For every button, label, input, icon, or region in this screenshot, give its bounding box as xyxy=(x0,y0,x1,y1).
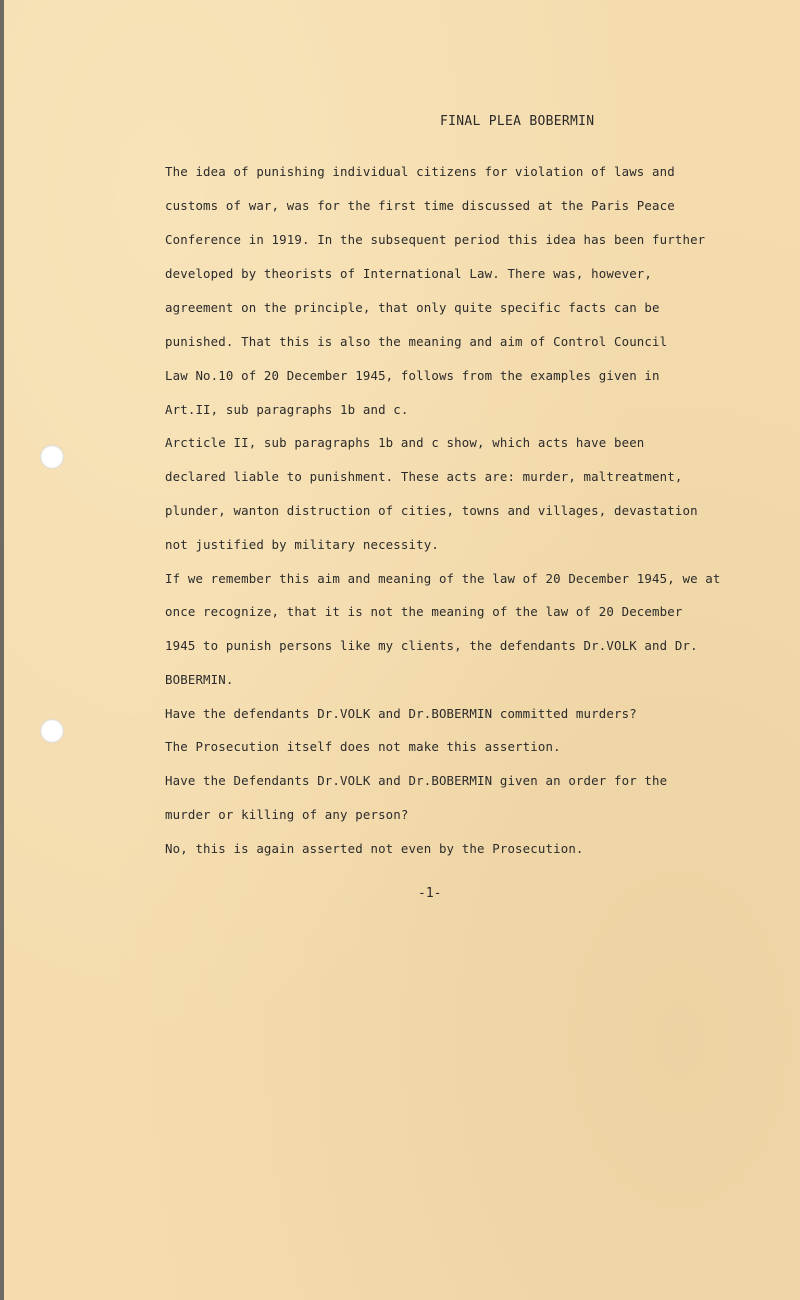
page-number: -1- xyxy=(418,886,442,901)
text-line-8: Art.II, sub paragraphs 1b and c. xyxy=(165,402,409,417)
text-line-18: The Prosecution itself does not make this assertion. xyxy=(165,739,561,754)
text-line-2: customs of war, was for the first time discussed at the Paris Peace xyxy=(165,198,675,213)
text-line-6: punished. That this is also the meaning and aim of Control Council xyxy=(165,334,668,349)
text-line-3: Conference in 1919. In the subsequent period this idea has been further xyxy=(165,232,706,247)
punch-hole-top xyxy=(40,445,64,469)
text-line-19: Have the Defendants Dr.VOLK and Dr.BOBERMIN given an order for the xyxy=(165,773,668,788)
text-line-13: If we remember this aim and meaning of the law of 20 December 1945, we at xyxy=(165,571,721,586)
text-line-10: declared liable to punishment. These acts are: murder, maltreatment, xyxy=(165,469,683,484)
text-line-21: No, this is again asserted not even by the Prosecution. xyxy=(165,841,584,856)
page-left-edge xyxy=(0,0,4,1300)
text-line-1: The idea of punishing individual citizens for violation of laws and xyxy=(165,164,675,179)
text-line-15: 1945 to punish persons like my clients, the defendants Dr.VOLK and Dr. xyxy=(165,638,698,653)
text-line-9: Arcticle II, sub paragraphs 1b and c show, which acts have been xyxy=(165,435,645,450)
text-line-17: Have the defendants Dr.VOLK and Dr.BOBERMIN committed murders? xyxy=(165,706,637,721)
text-line-7: Law No.10 of 20 December 1945, follows from the examples given in xyxy=(165,368,660,383)
text-line-16: BOBERMIN. xyxy=(165,672,234,687)
text-line-14: once recognize, that it is not the meaning of the law of 20 December xyxy=(165,604,683,619)
text-line-5: agreement on the principle, that only quite specific facts can be xyxy=(165,300,660,315)
text-line-20: murder or killing of any person? xyxy=(165,807,409,822)
text-line-4: developed by theorists of International Law. There was, however, xyxy=(165,266,653,281)
text-line-12: not justified by military necessity. xyxy=(165,537,439,552)
document-title: FINAL PLEA BOBERMIN xyxy=(440,114,595,129)
text-line-11: plunder, wanton distruction of cities, towns and villages, devastation xyxy=(165,503,698,518)
punch-hole-bottom xyxy=(40,719,64,743)
